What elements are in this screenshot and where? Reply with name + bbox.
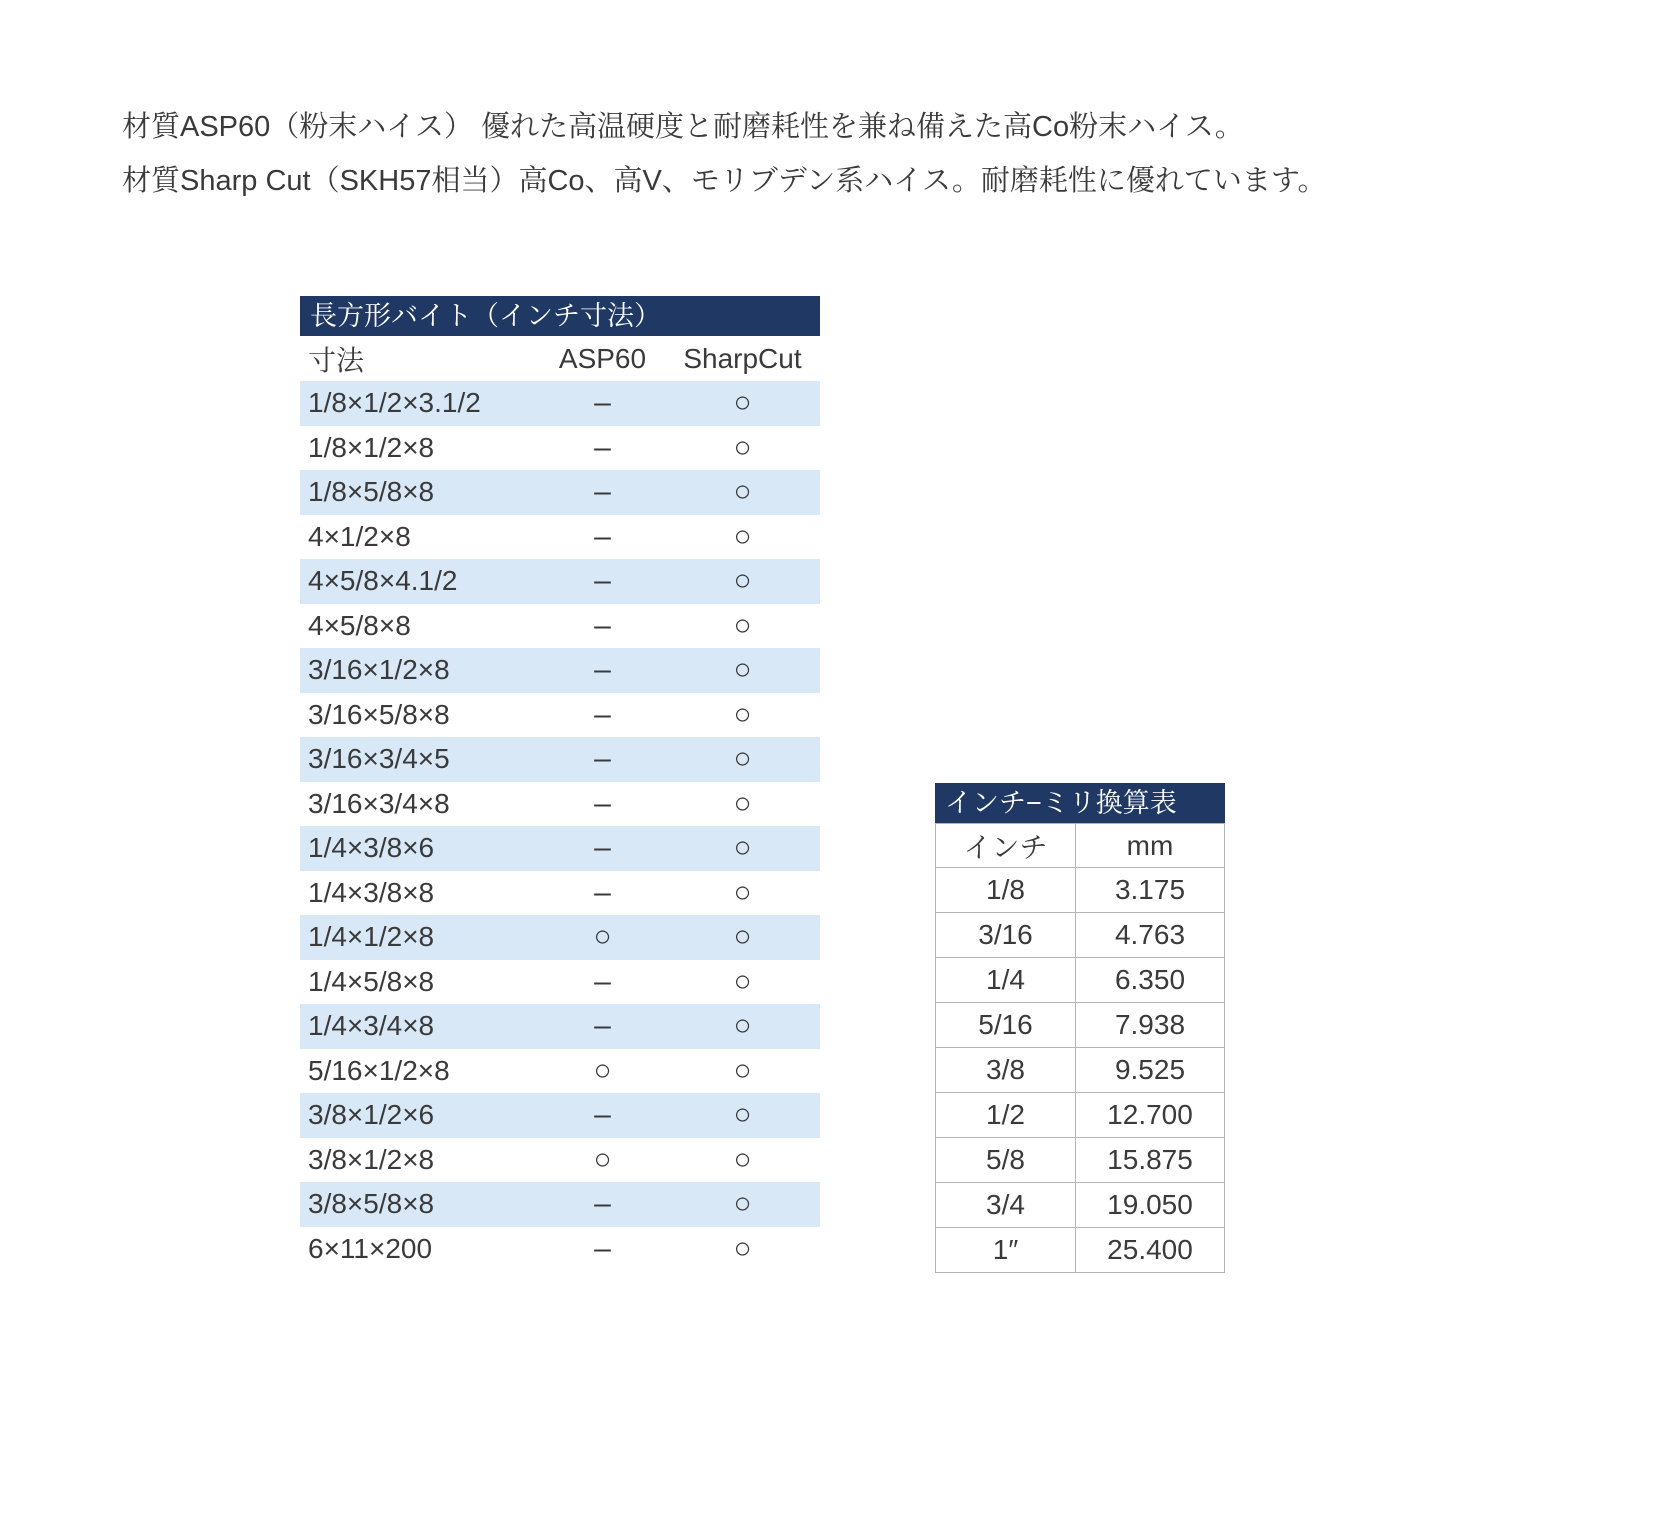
mm-cell: 4.763 xyxy=(1114,919,1186,950)
sharpcut-mark-cell: ○ xyxy=(733,653,752,687)
inch-cell: 1/2 xyxy=(936,1093,1076,1137)
size-table-row xyxy=(300,604,820,649)
size-table-row xyxy=(300,826,820,871)
size-table-row xyxy=(300,871,820,916)
conversion-table xyxy=(935,783,1225,1273)
mm-cell: 3.175 xyxy=(1114,874,1186,905)
inch-cell: 1/8 xyxy=(936,868,1076,912)
mm-cell: 25.400 xyxy=(1107,1234,1193,1265)
sharpcut-mark-cell: ○ xyxy=(733,1098,752,1132)
size-table-row xyxy=(300,782,820,827)
asp60-column-header: ASP60 xyxy=(558,342,647,374)
size-table xyxy=(300,296,820,1271)
size-table-row xyxy=(300,1138,820,1183)
inch-column-header: インチ xyxy=(936,824,1076,867)
size-table-row xyxy=(300,559,820,604)
asp60-mark-cell: – xyxy=(594,1009,611,1043)
size-cell: 4×5/8×8 xyxy=(308,609,411,641)
asp60-mark-cell: – xyxy=(594,430,611,464)
size-table-row xyxy=(300,381,820,426)
size-table-title: 長方形バイト（インチ寸法） xyxy=(300,296,820,336)
size-cell: 3/16×5/8×8 xyxy=(308,698,450,730)
sharpcut-mark-cell: ○ xyxy=(733,1231,752,1265)
asp60-mark-cell: – xyxy=(594,1187,611,1221)
inch-cell: 1″ xyxy=(936,1228,1076,1272)
conversion-table-row xyxy=(936,1228,1224,1273)
conversion-table-body xyxy=(936,868,1224,1273)
size-cell: 3/16×3/4×8 xyxy=(308,787,450,819)
sharpcut-mark-cell: ○ xyxy=(733,1187,752,1221)
size-cell: 1/4×3/4×8 xyxy=(308,1010,435,1042)
size-cell: 3/8×5/8×8 xyxy=(308,1188,435,1220)
intro-line-1: 材質ASP60（粉末ハイス） 優れた高温硬度と耐磨耗性を兼ね備えた高Co粉末ハイス。 xyxy=(122,111,1244,143)
asp60-mark-cell: ○ xyxy=(593,1142,612,1176)
asp60-mark-cell: – xyxy=(594,653,611,687)
mm-cell: 6.350 xyxy=(1114,964,1186,995)
sharpcut-mark-cell: ○ xyxy=(733,1142,752,1176)
size-table-row xyxy=(300,426,820,471)
size-table-row xyxy=(300,515,820,560)
size-table-row xyxy=(300,1004,820,1049)
intro-line-2: 材質Sharp Cut（SKH57相当）高Co、高V、モリブデン系ハイス。耐磨耗性に優れています。 xyxy=(122,165,1327,197)
size-cell: 1/4×5/8×8 xyxy=(308,965,435,997)
size-table-row xyxy=(300,648,820,693)
mm-column-header: mm xyxy=(1126,829,1174,861)
asp60-mark-cell: ○ xyxy=(593,1053,612,1087)
intro-text xyxy=(122,100,1327,208)
inch-cell: 5/8 xyxy=(936,1138,1076,1182)
sharpcut-mark-cell: ○ xyxy=(733,608,752,642)
mm-cell: 12.700 xyxy=(1107,1099,1193,1130)
conversion-table-header-row xyxy=(936,823,1224,868)
inch-cell: 3/8 xyxy=(936,1048,1076,1092)
sharpcut-mark-cell: ○ xyxy=(733,697,752,731)
sharpcut-mark-cell: ○ xyxy=(733,430,752,464)
inch-cell: 1/4 xyxy=(936,958,1076,1002)
conversion-table-grid xyxy=(935,823,1225,1273)
sharpcut-mark-cell: ○ xyxy=(733,564,752,598)
size-cell: 1/4×1/2×8 xyxy=(308,921,435,953)
conversion-table-row xyxy=(936,913,1224,958)
size-table-row xyxy=(300,693,820,738)
conversion-table-row xyxy=(936,1183,1224,1228)
mm-cell: 9.525 xyxy=(1114,1054,1186,1085)
asp60-mark-cell: – xyxy=(594,475,611,509)
size-table-row xyxy=(300,470,820,515)
asp60-mark-cell: – xyxy=(594,608,611,642)
conversion-table-row xyxy=(936,868,1224,913)
asp60-mark-cell: – xyxy=(594,1098,611,1132)
size-cell: 6×11×200 xyxy=(308,1232,433,1264)
asp60-mark-cell: – xyxy=(594,786,611,820)
mm-cell: 15.875 xyxy=(1107,1144,1193,1175)
size-column-header: 寸法 xyxy=(308,344,365,376)
sharpcut-mark-cell: ○ xyxy=(733,786,752,820)
size-cell: 3/16×3/4×5 xyxy=(308,743,450,775)
inch-cell: 3/16 xyxy=(936,913,1076,957)
sharpcut-mark-cell: ○ xyxy=(733,831,752,865)
size-table-row xyxy=(300,1049,820,1094)
size-table-body xyxy=(300,381,820,1271)
asp60-mark-cell: – xyxy=(594,519,611,553)
size-table-row xyxy=(300,737,820,782)
asp60-mark-cell: ○ xyxy=(593,920,612,954)
size-table-row xyxy=(300,1182,820,1227)
mm-cell: 7.938 xyxy=(1114,1009,1186,1040)
size-table-header-row xyxy=(300,336,820,381)
size-table-row xyxy=(300,1093,820,1138)
sharpcut-mark-cell: ○ xyxy=(733,1009,752,1043)
asp60-mark-cell: – xyxy=(594,386,611,420)
conversion-table-row xyxy=(936,1138,1224,1183)
size-cell: 5/16×1/2×8 xyxy=(308,1054,450,1086)
conversion-table-title: インチ−ミリ換算表 xyxy=(935,783,1225,823)
sharpcut-column-header: SharpCut xyxy=(683,342,802,374)
sharpcut-mark-cell: ○ xyxy=(733,742,752,776)
inch-cell: 5/16 xyxy=(936,1003,1076,1047)
asp60-mark-cell: – xyxy=(594,831,611,865)
size-table-row xyxy=(300,915,820,960)
size-cell: 1/8×1/2×8 xyxy=(308,431,435,463)
sharpcut-mark-cell: ○ xyxy=(733,1053,752,1087)
sharpcut-mark-cell: ○ xyxy=(733,920,752,954)
size-cell: 3/16×1/2×8 xyxy=(308,654,450,686)
size-cell: 1/8×1/2×3.1/2 xyxy=(308,387,481,419)
size-cell: 1/4×3/8×6 xyxy=(308,832,435,864)
conversion-table-row xyxy=(936,958,1224,1003)
size-cell: 4×5/8×4.1/2 xyxy=(308,565,458,597)
mm-cell: 19.050 xyxy=(1107,1189,1193,1220)
conversion-table-row xyxy=(936,1003,1224,1048)
size-table-row xyxy=(300,960,820,1005)
size-cell: 1/8×5/8×8 xyxy=(308,476,435,508)
sharpcut-mark-cell: ○ xyxy=(733,875,752,909)
asp60-mark-cell: – xyxy=(594,697,611,731)
sharpcut-mark-cell: ○ xyxy=(733,519,752,553)
size-cell: 4×1/2×8 xyxy=(308,520,411,552)
sharpcut-mark-cell: ○ xyxy=(733,964,752,998)
inch-cell: 3/4 xyxy=(936,1183,1076,1227)
asp60-mark-cell: – xyxy=(594,875,611,909)
conversion-table-row xyxy=(936,1093,1224,1138)
asp60-mark-cell: – xyxy=(594,564,611,598)
size-cell: 1/4×3/8×8 xyxy=(308,876,435,908)
conversion-table-row xyxy=(936,1048,1224,1093)
asp60-mark-cell: – xyxy=(594,964,611,998)
size-cell: 3/8×1/2×8 xyxy=(308,1143,435,1175)
sharpcut-mark-cell: ○ xyxy=(733,475,752,509)
asp60-mark-cell: – xyxy=(594,1231,611,1265)
sharpcut-mark-cell: ○ xyxy=(733,386,752,420)
size-table-row xyxy=(300,1227,820,1272)
size-cell: 3/8×1/2×6 xyxy=(308,1099,435,1131)
asp60-mark-cell: – xyxy=(594,742,611,776)
